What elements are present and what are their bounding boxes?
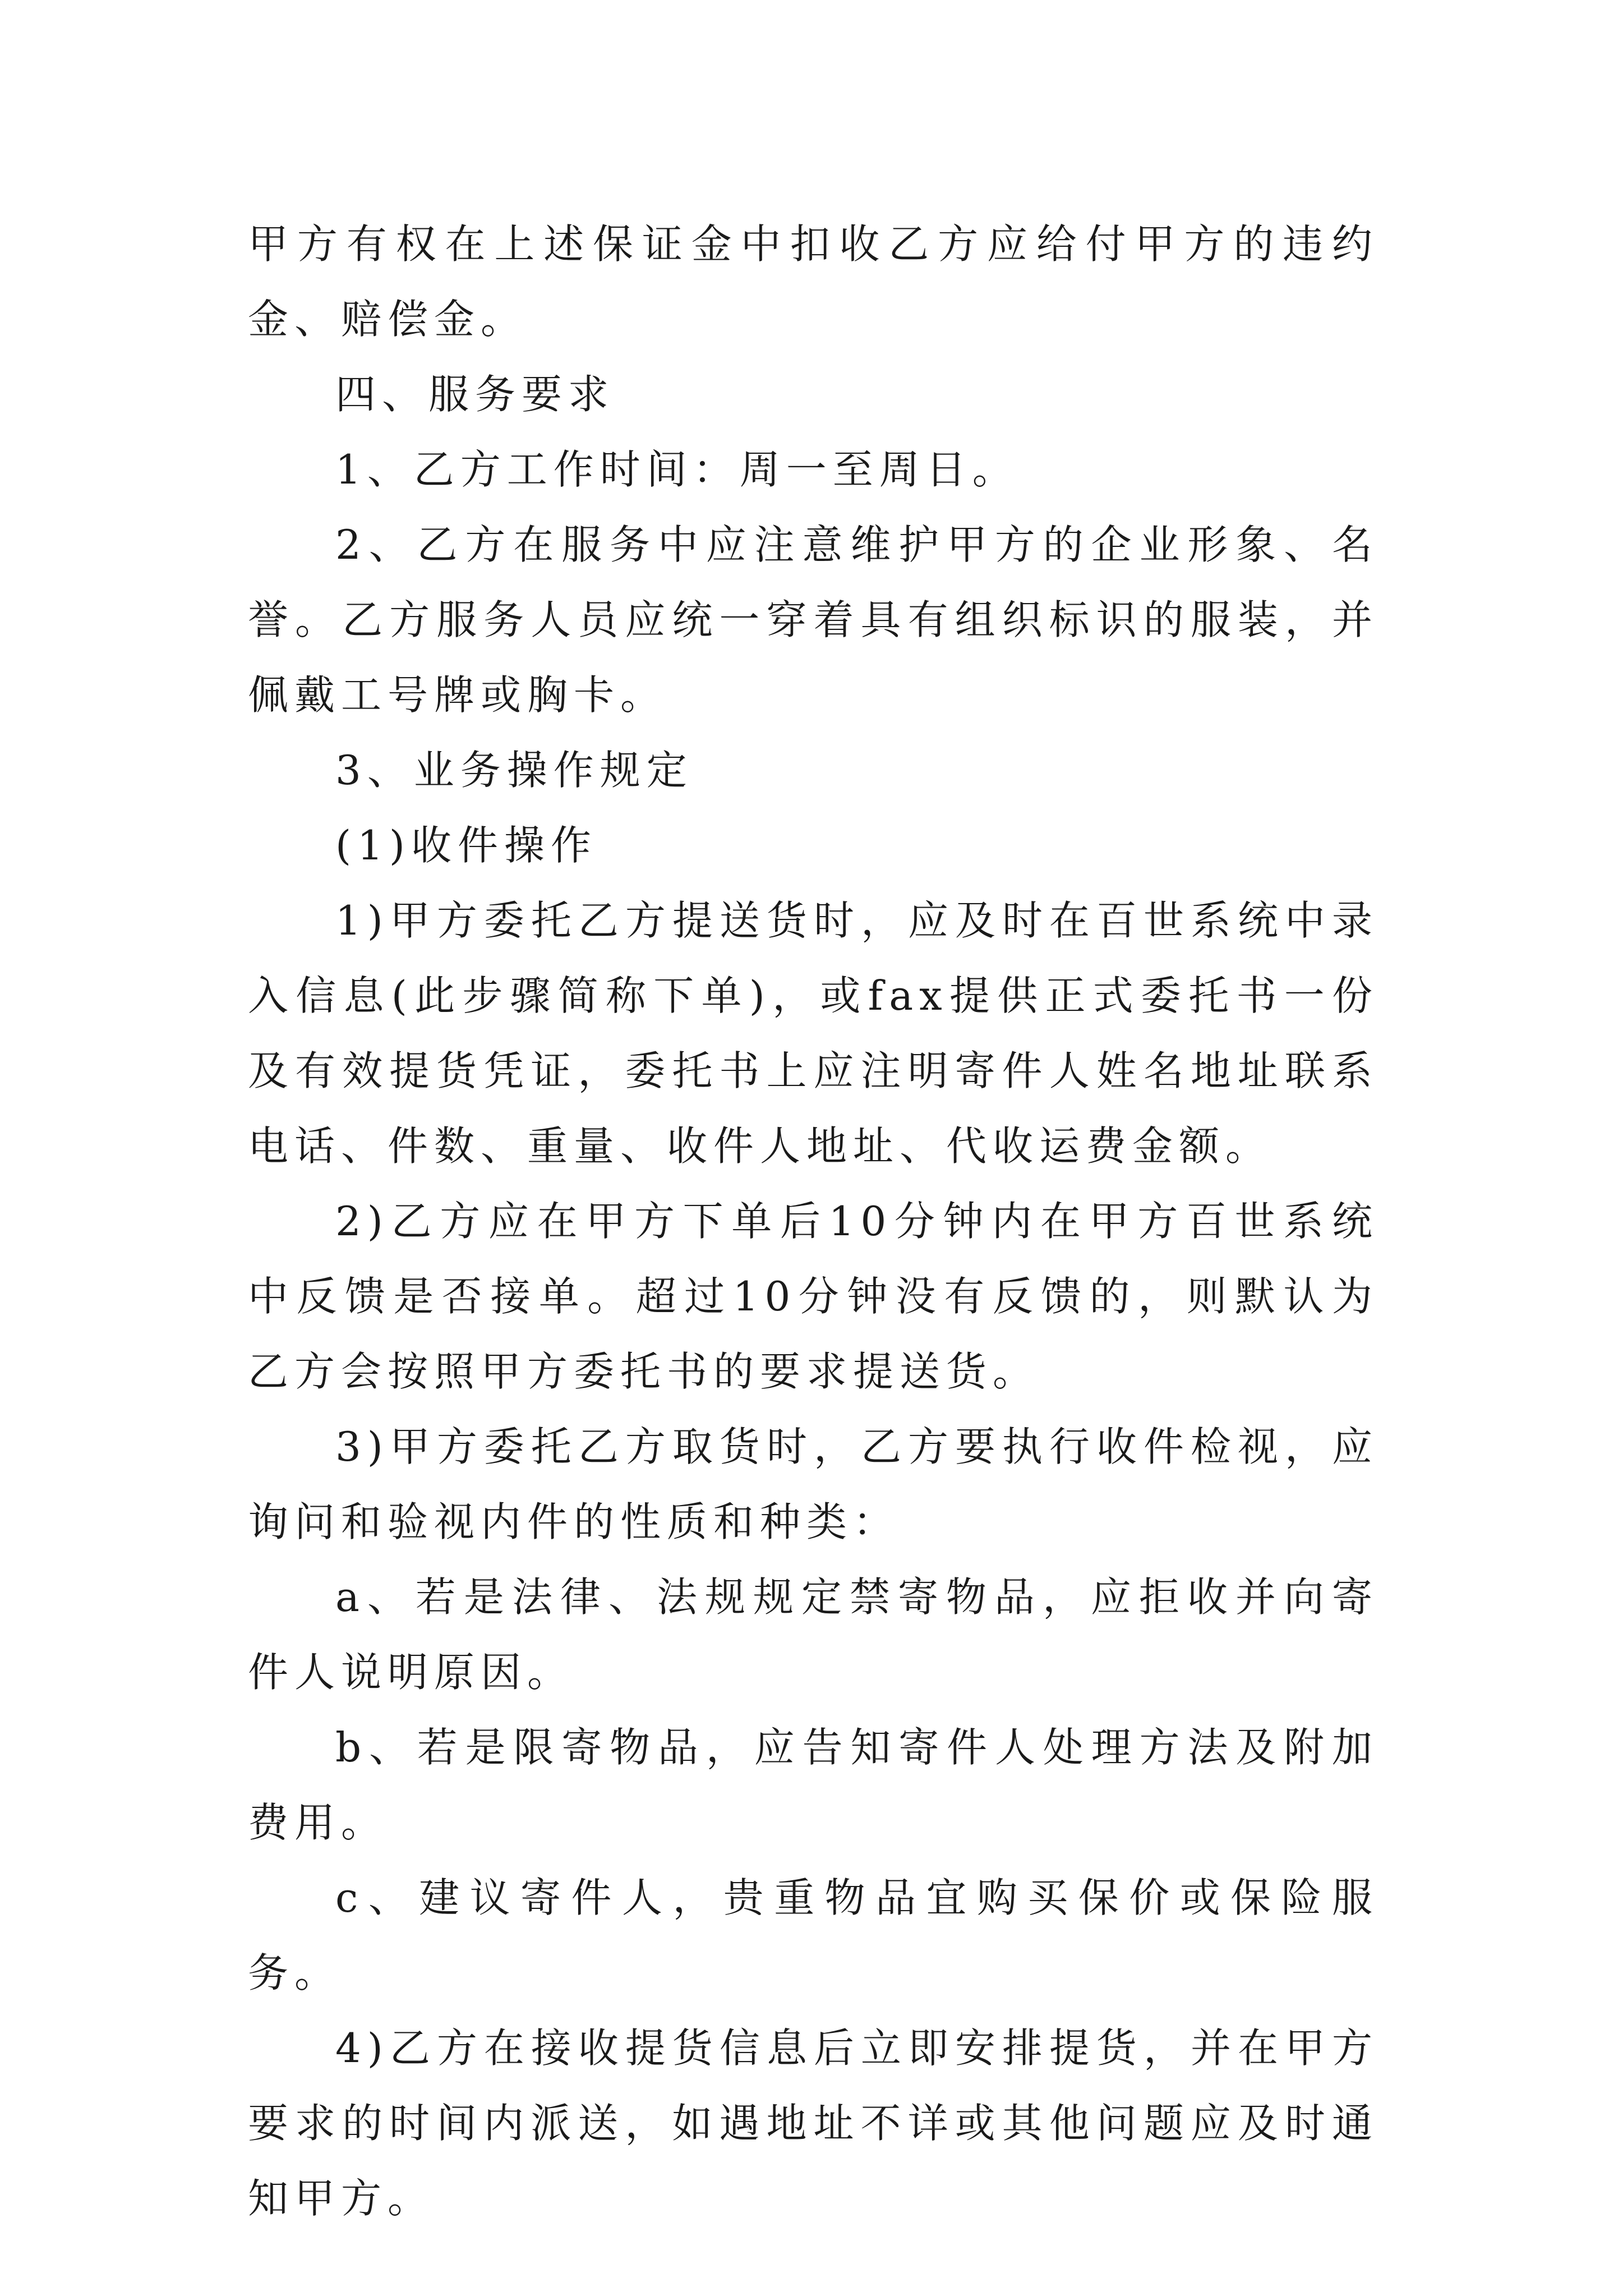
list-item-insurance-advice: c、建议寄件人，贵重物品宜购买保价或保险服务。 [248,1874,1378,1996]
list-item-prohibited-items: a、若是法律、法规规定禁寄物品，应拒收并向寄件人说明原因。 [248,1573,1378,1696]
paragraph-delivery-arrangement: 4)乙方在接收提货信息后立即安排提货，并在甲方要求的时间内派送，如遇地址不详或其他问题应及时通知甲方。 [248,2024,1378,2222]
document-body [248,206,1378,2236]
paragraph-deposit-deduction: 甲方有权在上述保证金中扣收乙方应给付甲方的违约金、赔偿金。 [248,220,1378,343]
subheading-operation-rules: 3、业务操作规定 [335,747,693,794]
paragraph-pickup-inspection: 3)甲方委托乙方取货时，乙方要执行收件检视，应询问和验视内件的性质和种类： [248,1423,1378,1545]
paragraph-corporate-image: 2、乙方在服务中应注意维护甲方的企业形象、名誉。乙方服务人员应统一穿着具有组织标识的服装，并佩戴工号牌或胸卡。 [248,521,1378,719]
paragraph-order-feedback: 2)乙方应在甲方下单后10分钟内在甲方百世系统中反馈是否接单。超过10分钟没有反馈的，则默认为乙方会按照甲方委托书的要求提送货。 [248,1198,1378,1395]
list-item-restricted-items: b、若是限寄物品，应告知寄件人处理方法及附加费用。 [248,1724,1378,1846]
subheading-pickup-operation: (1)收件操作 [335,822,597,869]
section-heading-service-requirements: 四、服务要求 [335,371,615,418]
paragraph-order-entry: 1)甲方委托乙方提送货时，应及时在百世系统中录入信息(此步骤简称下单)，或fax提供正式委托书一份及有效提货凭证，委托书上应注明寄件人姓名地址联系电话、件数、重量、收件人地址、代收运费金额。 [248,897,1378,1170]
paragraph-working-hours: 1、乙方工作时间：周一至周日。 [335,446,1019,493]
